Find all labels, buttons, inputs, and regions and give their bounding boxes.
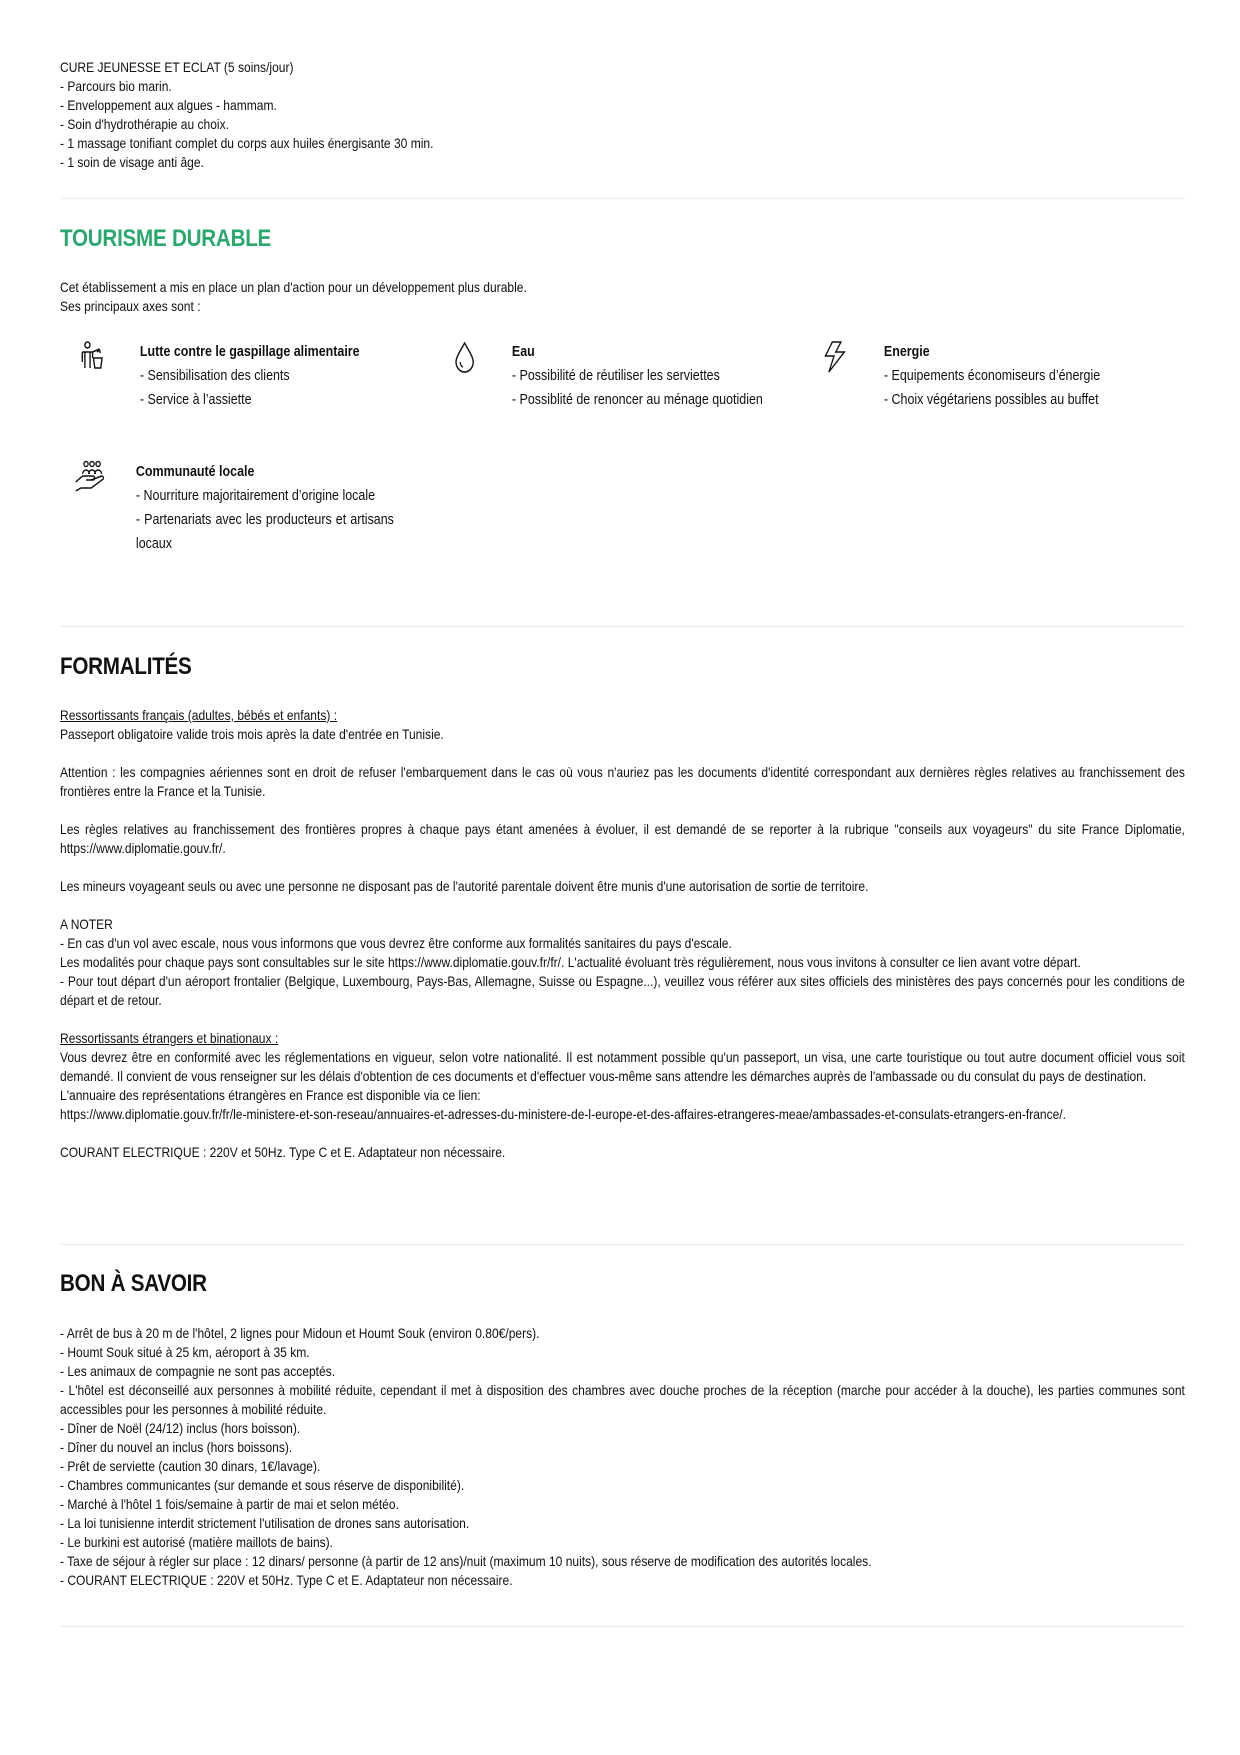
bon-a-savoir-heading: BON À SAVOIR <box>60 1270 207 1297</box>
etrangers-text: Vous devrez être en conformité avec les réglementations en vigueur, selon votre nationalité. Il est notamment possible qu'un passeport, un visa, une carte touristique ou tout autre document officiel vous soit demandé. Il convient de vous renseigner sur les délais d'obtention de ces documents et d'effectuer vous-même sans attendre les démarches auprès de l'ambassade ou du consulat du pays de destination. <box>60 1049 1185 1084</box>
axis-item: - Partenariats avec les producteurs et artisans locaux <box>135 512 394 552</box>
info-item: - Taxe de séjour à régler sur place : 12 dinars/ personne (à partir de 12 ans)/nuit (maximum 10 nuits), sous réserve de modification des autorités locales. <box>60 1553 872 1569</box>
axis-item: - Sensibilisation des clients <box>139 368 290 384</box>
axis-title: Lutte contre le gaspillage alimentaire <box>139 344 360 360</box>
section-divider <box>60 626 1185 627</box>
info-item: - Les animaux de compagnie ne sont pas acceptés. <box>60 1363 336 1379</box>
axis-item: - Possiblité de renoncer au ménage quotidien <box>511 392 763 408</box>
cure-item: - Parcours bio marin. <box>60 78 172 94</box>
formalites-heading: FORMALITÉS <box>60 653 192 680</box>
francais-text: Passeport obligatoire valide trois mois après la date d'entrée en Tunisie. <box>60 726 444 742</box>
cure-section <box>60 58 1185 172</box>
cure-item: - Enveloppement aux algues - hammam. <box>60 97 277 113</box>
info-item: - Chambres communicantes (sur demande et sous réserve de disponibilité). <box>60 1477 465 1493</box>
info-item: - Marché à l'hôtel 1 fois/semaine à partir de mai et selon météo. <box>60 1496 399 1512</box>
regles-text: Les règles relatives au franchissement des frontières propres à chaque pays étant amenées à évoluer, il est demandé de se reporter à la rubrique "conseils aux voyageurs" du site France Diplomatie, https://www.diplomatie.gouv.fr/. <box>60 821 1185 856</box>
info-item: - Houmt Souk situé à 25 km, aéroport à 35 km. <box>60 1344 310 1360</box>
info-item: - Arrêt de bus à 20 m de l'hôtel, 2 lignes pour Midoun et Houmt Souk (environ 0.80€/pers). <box>60 1325 540 1341</box>
axis-title: Eau <box>511 344 535 360</box>
a-noter-item: - En cas d'un vol avec escale, nous vous informons que vous devrez être conforme aux formalités sanitaires du pays d'escale. <box>60 935 732 951</box>
section-divider <box>60 1244 1185 1245</box>
info-item: - Prêt de serviette (caution 30 dinars, 1€/lavage). <box>60 1458 321 1474</box>
section-divider <box>60 1626 1185 1627</box>
cure-item: - 1 soin de visage anti âge. <box>60 154 204 170</box>
annuaire-text: L'annuaire des représentations étrangères en France est disponible via ce lien: <box>60 1087 481 1103</box>
info-item: - Le burkini est autorisé (matière maillots de bains). <box>60 1534 334 1550</box>
water-drop-icon <box>450 340 479 374</box>
axis-title: Energie <box>883 344 930 360</box>
waste-bin-person-icon <box>78 340 107 374</box>
axis-item: - Service à l’assiette <box>139 392 252 408</box>
community-hand-icon <box>74 460 108 494</box>
info-item: - La loi tunisienne interdit strictement l'utilisation de drones sans autorisation. <box>60 1515 470 1531</box>
axis-item: - Possibilité de réutiliser les serviettes <box>511 368 720 384</box>
a-noter-title: A NOTER <box>60 916 113 932</box>
attention-text: Attention : les compagnies aériennes sont en droit de refuser l'embarquement dans le cas où vous n'auriez pas les documents d'identité correspondant aux dernières règles relatives au franchissement des frontières entre la France et la Tunisie. <box>60 764 1185 799</box>
courant-text: COURANT ELECTRIQUE : 220V et 50Hz. Type C et E. Adaptateur non nécessaire. <box>60 1144 506 1160</box>
section-divider <box>60 198 1185 199</box>
mineurs-text: Les mineurs voyageant seuls ou avec une personne ne disposant pas de l'autorité parentale doivent être munis d'une autorisation de sortie de territoire. <box>60 878 869 894</box>
a-noter-item: - Pour tout départ d'un aéroport frontalier (Belgique, Luxembourg, Pays-Bas, Allemagne, Suisse ou Espagne...), veuillez vous référer aux sites officiels des ministères des pays concernés pour les conditions de départ et de retour. <box>60 973 1185 1008</box>
cure-title: CURE JEUNESSE ET ECLAT (5 soins/jour) <box>60 59 294 75</box>
info-item: - COURANT ELECTRIQUE : 220V et 50Hz. Type C et E. Adaptateur non nécessaire. <box>60 1572 513 1588</box>
axis-item: - Choix végétariens possibles au buffet <box>883 392 1099 408</box>
lightning-icon <box>822 340 851 374</box>
a-noter-item: Les modalités pour chaque pays sont consultables sur le site https://www.diplomatie.gouv.fr/fr/. L'actualité évoluant très régulièrement, nous vous invitons à consulter ce lien avant votre départ. <box>60 954 1081 970</box>
axis-title: Communauté locale <box>135 464 255 480</box>
etrangers-label: Ressortissants étrangers et binationaux : <box>60 1030 279 1046</box>
formalites-body <box>60 706 1185 1162</box>
cure-item: - 1 massage tonifiant complet du corps aux huiles énergisante 30 min. <box>60 135 434 151</box>
axis-item: - Equipements économiseurs d’énergie <box>883 368 1101 384</box>
tourisme-heading: TOURISME DURABLE <box>60 225 272 252</box>
cure-item: - Soin d'hydrothérapie au choix. <box>60 116 229 132</box>
bon-a-savoir-list <box>60 1324 1185 1590</box>
info-item: - L'hôtel est déconseillé aux personnes à mobilité réduite, cependant il met à disposition des chambres avec douche proches de la réception (marche pour accéder à la douche), les parties communes sont accessibles pour les personnes à mobilité réduite. <box>60 1382 1185 1417</box>
tourisme-intro-line: Ses principaux axes sont : <box>60 298 201 314</box>
axis-item: - Nourriture majoritairement d’origine locale <box>135 488 376 504</box>
annuaire-link[interactable]: https://www.diplomatie.gouv.fr/fr/le-ministere-et-son-reseau/annuaires-et-adresses-du-ministere-de-l-europe-et-des-affaires-etrangeres-meae/ambassades-et-consulats-etrangers-en-france/. <box>60 1106 1066 1122</box>
tourisme-intro-line: Cet établissement a mis en place un plan d'action pour un développement plus durable. <box>60 279 527 295</box>
info-item: - Dîner de Noël (24/12) inclus (hors boisson). <box>60 1420 301 1436</box>
info-item: - Dîner du nouvel an inclus (hors boissons). <box>60 1439 293 1455</box>
francais-label: Ressortissants français (adultes, bébés et enfants) : <box>60 707 338 723</box>
tourisme-intro <box>60 278 1185 316</box>
